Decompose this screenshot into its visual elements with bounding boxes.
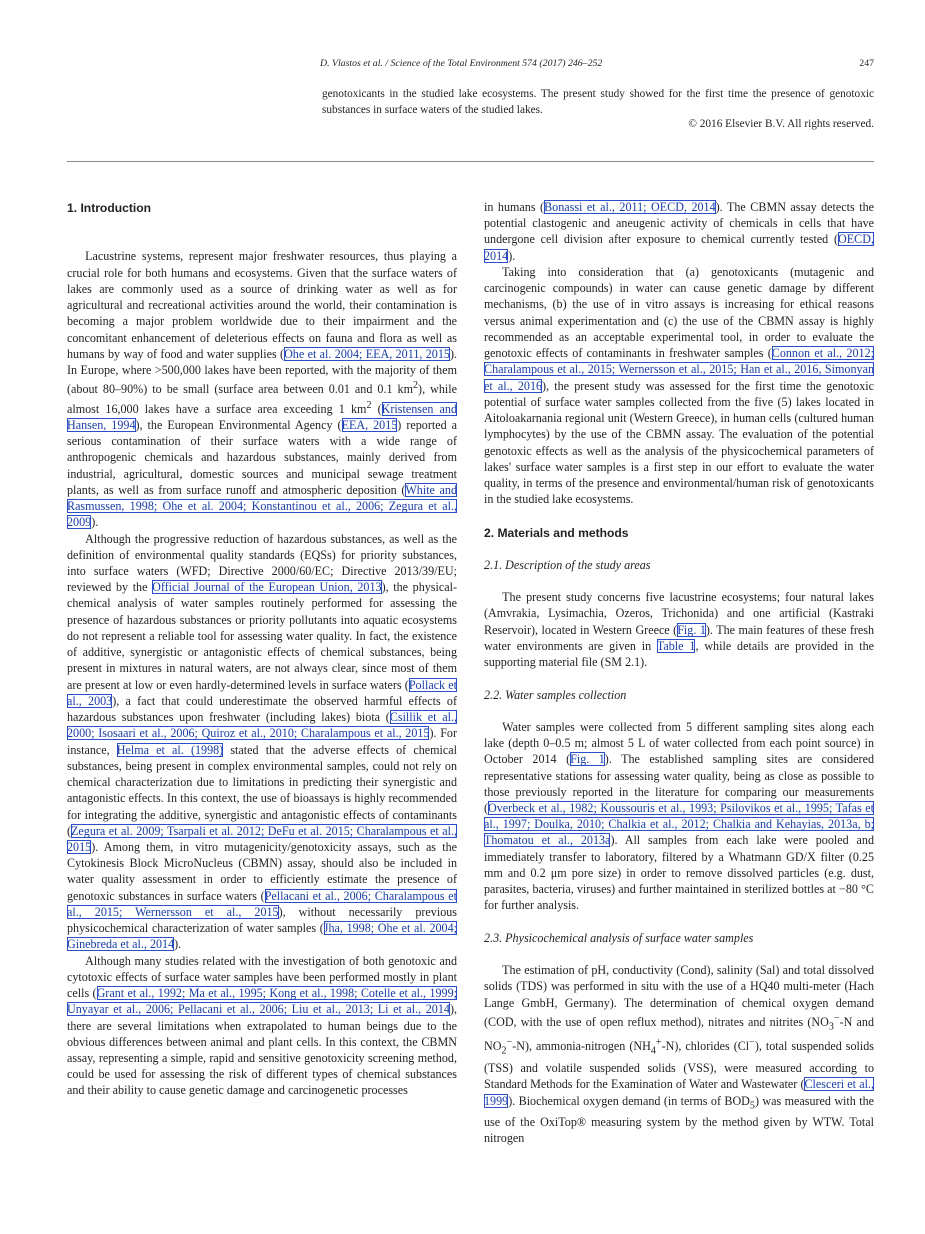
- intro-paragraph-3: Although many studies related with the investigation of both genotoxic and cytotoxic effects of surface water samples have been performed mostly in plant cells (Grant et al., 1992; Ma et al., 1995; Kong et al., 1998; Cotelle et al., 1999; Unyayar et al., 2006; Pellacani et al., 2006; Liu et al., 2013; Li et al., 2014), there are several limitations when extrapolated to human beings due to the obvious differences between animal and plant cells. In this context, the CBMN assay, representing a simple, rapid and sensitive genotoxicity screening method, could be used for assessing the risk of different types of chemical substances and their ability to cause genetic damage and carcinogenetic processes: [67, 953, 457, 1098]
- copyright-notice: © 2016 Elsevier B.V. All rights reserved.: [688, 118, 874, 130]
- citation-link[interactable]: Ohe et al. 2004; EEA, 2011, 2015: [284, 346, 450, 361]
- abstract-text: genotoxicants in the studied lake ecosystems. The present study showed for the first time the presence of genotoxic substances in surface waters of the studied lakes.: [322, 88, 874, 116]
- intro-paragraph-3-continued: in humans (Bonassi et al., 2011; OECD, 2014). The CBMN assay detects the potential clastogenic and aneugenic activity of chemicals in cells that have undergone cell division after exposure to chemical currently tested (OECD, 2014).: [484, 200, 874, 263]
- page-number: 247: [859, 58, 874, 69]
- abstract-continuation: [322, 87, 874, 118]
- citation-link[interactable]: Connon et al., 2012; Charalampous et al., 2015; Wernersson et al., 2015; Han et al., 2016, Simonyan et al., 2016: [484, 346, 874, 393]
- citation-link[interactable]: Kristensen and Hansen, 1994: [67, 401, 457, 432]
- journal-citation: D. Vlastos et al. / Science of the Total Environment 574 (2017) 246–252: [320, 58, 603, 69]
- subsection-heading-samples-collection: 2.2. Water samples collection: [484, 687, 627, 702]
- citation-link[interactable]: Csillik et al., 2000; Isosaari et al., 2006; Quiroz et al., 2010; Charalampous et al., 2015: [67, 710, 457, 741]
- subsection-heading-study-areas: 2.1. Description of the study areas: [484, 557, 651, 572]
- citation-link[interactable]: OECD, 2014: [484, 232, 874, 263]
- citation-link[interactable]: Overbeck et al., 1982; Koussouris et al., 1993; Psilovikos et al., 1995; Tafas et al., 1997; Doulka, 2010; Chalkia et al., 2012; Chalkia and Kehayias, 2013a, b; Thomatou et al., 2013a: [484, 800, 874, 848]
- figure-link[interactable]: Fig. 1: [570, 752, 605, 767]
- header-divider: [67, 161, 874, 162]
- intro-paragraph-1: Lacustrine systems, represent major freshwater resources, thus playing a crucial role for both humans and ecosystems. Given that the surface waters of lakes are commonly used as a source of drinking water as well as for agricultural and recreational activities around the world, their contamination is becoming a major problem worldwide due to their impairment and the concomitant enhancement of deleterious effects on fauna and flora as well as humans by way of food and water supplies (Ohe et al. 2004; EEA, 2011, 2015). In Europe, where >500,000 lakes have been reported, with the majority of them (about 80–90%) to be small (surface area between 0.01 and 0.1 $km^2$), while almost 16,000 lakes have a surface area exceeding 1 $km^2$ (Kristensen and Hansen, 1994), the European Environmental Agency (EEA, 2015) reported a serious contamination of their surface waters with a wide range of anthropogenic chemicals and hazardous substances, mainly derived from industrial, agricultural, domestic sources and municipal sewage treatment plants, as well as from surface runoff and atmospheric deposition (White and Rasmussen, 1998; Ohe et al. 2004; Konstantinou et al., 2006; Zegura et al., 2009).: [67, 249, 457, 530]
- citation-link[interactable]: White and Rasmussen, 1998; Ohe et al. 2004; Konstantinou et al., 2006; Zegura et al., 2009: [67, 482, 457, 530]
- left-column: [67, 199, 457, 1169]
- study-areas-paragraph: The present study concerns five lacustrine ecosystems; four natural lakes (Amvrakia, Lysimachia, Ozeros, Trichonida) and one artificial (Kastraki Reservoir), located in Western Greece (Fig. 1). The main features of these fresh water environments are given in Table 1, while details are provided in the supporting material file (SM 2.1).: [484, 590, 874, 670]
- right-column: [484, 199, 874, 1169]
- citation-link[interactable]: Grant et al., 1992; Ma et al., 1995; Kong et al., 1998; Cotelle et al., 1999; Unyayar et al., 2006; Pellacani et al., 2006; Liu et al., 2013; Li et al., 2014: [67, 986, 457, 1017]
- citation-link[interactable]: Bonassi et al., 2011; OECD, 2014: [544, 200, 716, 214]
- subsection-heading-physicochemical-analysis: 2.3. Physicochemical analysis of surface water samples: [484, 930, 754, 945]
- citation-link[interactable]: Jha, 1998; Ohe et al. 2004; Ginebreda et al., 2014: [67, 921, 457, 952]
- intro-paragraph-2: Although the progressive reduction of hazardous substances, as well as the definition of environmental quality standards (EQSs) for priority substances, into surface waters (WFD; Directive 2000/60/EC; Directive 2013/39/EU; reviewed by the Official Journal of the European Union, 2013), the physical-chemical analysis of water samples routinely performed for assessing the presence of hazardous substances or priority pollutants into aquatic ecosystems do not represent a reliable tool for assessing water quality. In fact, the existence of additive, synergistic or antagonistic effects of chemical substances, being present in mixtures in natural waters, are not always clear, since most of them are present at low or even hardly-determined levels in surface waters (Pollack et al., 2003), a fact that could underestimate the observed harmful effects of hazardous substances upon freshwater (including lakes) biota (Csillik et al., 2000; Isosaari et al., 2006; Quiroz et al., 2010; Charalampous et al., 2015). For instance, Helma et al. (1998) stated that the adverse effects of chemical substances, being present in complex environmental samples, could not rely on chemical characterization due to limitations in predicting their synergistic and antagonistic effects. In this context, the use of bioassays is highly recommended for integrating the additive, synergistic and antagonistic effects of contaminants (Zegura et al. 2009; Tsarpali et al. 2012; DeFu et al. 2015; Charalampous et al., 2015). Among them, in vitro mutagenicity/genotoxicity assays, such as the Cytokinesis Block MicroNucleus (CBMN) assay, should also be included in water quality assessment in order to efficiently estimate the presence of genotoxic substances in surface waters (Pellacani et al., 2006; Charalampous et al., 2015; Wernersson et al., 2015), without necessarily previous physicochemical characterization of water samples (Jha, 1998; Ohe et al. 2004; Ginebreda et al., 2014).: [67, 531, 457, 952]
- citation-link[interactable]: EEA, 2015: [341, 417, 398, 432]
- samples-collection-paragraph: Water samples were collected from 5 different sampling sites along each lake (depth 0–0.5 m; almost 5 L of water collected from each point source) in October 2014 (Fig. 1). The established sampling sites are considered representative stations for assessing water quality, being as close as possible to those previously reported in the literature for comparing our measurements (Overbeck et al., 1982; Koussouris et al., 1993; Psilovikos et al., 1995; Tafas et al., 1997; Doulka, 2010; Chalkia et al., 2012; Chalkia and Kehayias, 2013a, b; Thomatou et al., 2013a). All samples from each lake were pooled and immediately transfer to laboratory, filtered by a Whatmann GD/X filter (0.25 mm and 0.2 μm pore size) in order to remove dissolved particles (e.g. dust, parasites, bacteria, viruses) and further maintained in sterilized bottles at −80 °C for further analysis.: [484, 719, 874, 913]
- running-header: [320, 57, 874, 71]
- intro-paragraph-4: Taking into consideration that (a) genotoxicants (mutagenic and carcinogenic compounds) in water can cause genetic damage by different mechanisms, (b) the use of in vitro assays is increasing for ethical reasons versus animal experimentation and (c) the use of the CBMN assay is highly recommended as an acceptable experimental tool, in order to evaluate the genotoxic effects of contaminants in freshwater samples (Connon et al., 2012; Charalampous et al., 2015; Wernersson et al., 2015; Han et al., 2016, Simonyan et al., 2016), the present study was assessed for the first time the genotoxic potential of surface water samples collected from the five (5) lakes located in Aitoloakarnania regional unit (Western Greece), in human cells (cultured human lymphocytes) by the use of the CBMN assay. The evaluation of the potential genotoxic effects as well as the analysis of the physicochemical parameters of lakes' surface water samples is a first step in our effort to evaluate the water quality, in terms of the presence and environmental/human risk of genotoxicants in the studied lake ecosystems.: [484, 264, 874, 507]
- citation-link[interactable]: Pellacani et al., 2006; Charalampous et al., 2015; Wernersson et al., 2015: [67, 888, 457, 919]
- citation-link[interactable]: Official Journal of the European Union, 2013: [152, 580, 382, 595]
- figure-link[interactable]: Fig. 1: [677, 622, 706, 637]
- table-link[interactable]: Table 1: [656, 638, 696, 653]
- section-heading-introduction: 1. Introduction: [67, 201, 151, 215]
- citation-link[interactable]: Pollack et al., 2003: [67, 677, 457, 708]
- physicochemical-paragraph: The estimation of pH, conductivity (Cond), salinity (Sal) and total dissolved solids (TDS) was performed in situ with the use of a HQ40 multi-meter (Hach Lange GmbH, Germany). The determination of chemical oxygen demand (COD, with the use of open reflux method), nitrates and nitrites ($NO_3^--N$ and $NO_2^--N$), ammonia-nitrogen $(NH_4^+-N)$, chlorides (Cl−), total suspended solids (TSS) and volatile suspended solids (VSS), were measured according to Standard Methods for the Examination of Water and Wastewater (Clesceri et al., 1999). Biochemical oxygen demand (in terms of $BOD_5$) was measured with the use of the OxiTop® measuring system by the method given by WTW. Total nitrogen: [484, 963, 874, 1146]
- section-heading-materials-methods: 2. Materials and methods: [484, 525, 629, 540]
- citation-link[interactable]: Helma et al. (1998): [116, 742, 224, 757]
- citation-link[interactable]: Clesceri et al., 1999: [484, 1077, 874, 1108]
- citation-link[interactable]: Zegura et al. 2009; Tsarpali et al. 2012; DeFu et al. 2015; Charalampous et al., 2015: [67, 823, 457, 854]
